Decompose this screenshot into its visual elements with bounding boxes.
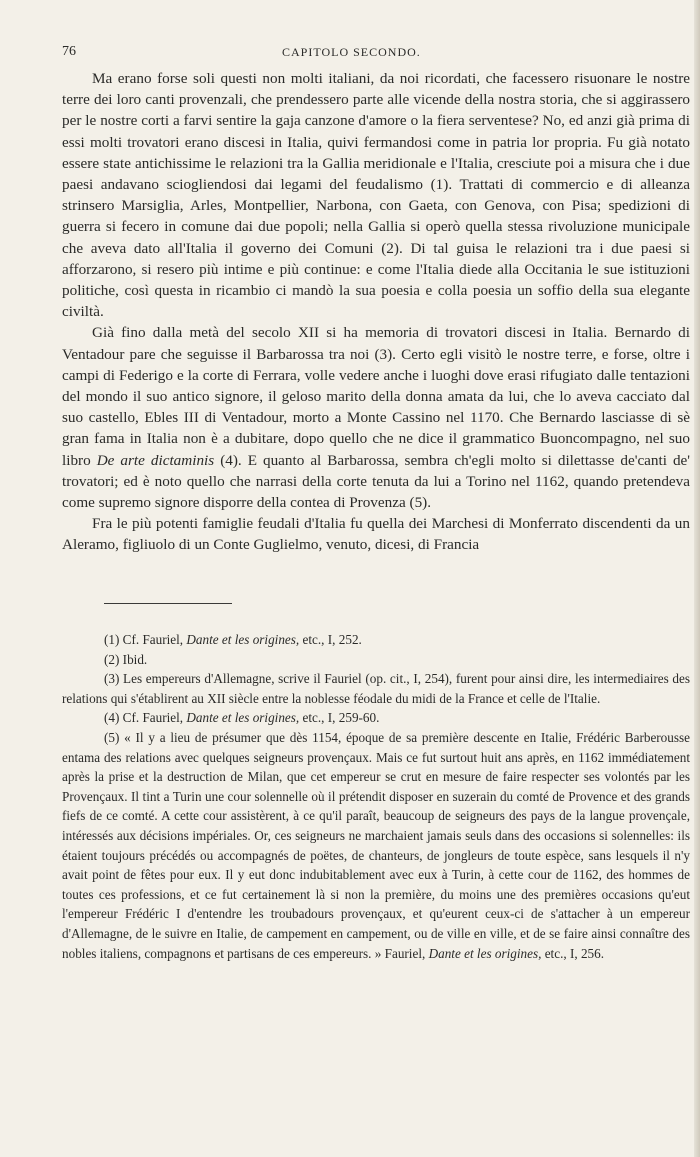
footnote-5: [62, 728, 690, 963]
footnotes: [62, 630, 690, 963]
paragraph-1: Ma erano forse soli questi non molti italiani, da noi ricordati, che facessero risuonare le nostre terre dei loro canti provenzali, che prendessero parte alle vicende della nostra storia, che si aggirassero per le nostre corti a farvi sentire la gaja canzone d'amore o la fiera serventese? No, ed anzi già prima di essi molti trovatori erano discesi in Italia, quivi fermandosi come in patria lor propria. Fu già notato essere state antichissime le relazioni tra la Gallia meridionale e l'Italia, cresciute poi a misura che i due paesi andavano sciogliendosi dai legami del feudalismo (1). Trattati di commercio e di alleanza strinsero Marsiglia, Arles, Montpellier, Narbona, con Gaeta, con Genova, con Pisa; spedizioni di guerra si fecero in comune dai due popoli; nella Gallia si operò quella stessa rivoluzione municipale che aveva dato all'Italia il governo dei Comuni (2). Di tal guisa le relazioni tra i due paesi si afforzarono, si resero più intime e più continue: e come l'Italia diede alla Occitania le sue istituzioni politiche, così questa in ricambio ci mandò la sua poesia e colla poesia un soffio della sua elegante civiltà.: [62, 70, 690, 321]
footnote-4-text: (4) Cf. Fauriel,: [104, 710, 184, 726]
footnote-5-title: Dante et les origines,: [428, 945, 542, 961]
page-number: 76: [62, 44, 76, 59]
paragraph-2-part-a: Già fino dalla metà del secolo XII si ha memoria di trovatori discesi in Italia. Bernardo di Ventadour pare che seguisse il Barbarossa tra noi (3). Certo egli visitò le nostre terre, e forse, oltre i campi di Federigo e la corte di Ferrara, volle vedere anche i luoghi dove erasi rifugiato dalle tentazioni del mondo il suo antico signore, il geloso marito della donna amata da lui, che lo aveva cacciato dal suo castello, Ebles III di Ventadour, morto a Monte Cassino nel 1170. Che Bernardo lasciasse di sè gran fama in Italia non è a dubitare, dopo quello che ne dice il grammatico Buoncompagno, nel suo libro: [62, 324, 690, 469]
footnote-4: [62, 708, 690, 728]
footnote-1-title: Dante et les origines,: [186, 632, 300, 647]
footnote-4-title: Dante et les origines,: [186, 710, 300, 726]
page-header: [62, 44, 680, 66]
running-head: CAPITOLO SECONDO.: [282, 45, 421, 59]
footnote-5-ref: etc., I, 256.: [544, 945, 605, 961]
paragraph-2: [62, 322, 690, 513]
paragraph-2-part-b: (4). E quanto al Barbarossa, sembra ch'egli molto si dilettasse de'canti de' trovatori; ed è noto quello che narrasi della corte tenuta da lui a Torino nel 1162, quando pretendeva come supremo signore disporre della contea di Provenza (5).: [62, 451, 691, 512]
footnote-separator: [104, 603, 232, 604]
footnote-3: (3) Les empereurs d'Allemagne, scrive il Fauriel (op. cit., I, 254), furent pour ainsi dire, les intermediaires des relations qui s'établirent au XII siècle entre la noblesse féodale du midi de la France et celle de l'Italie.: [62, 671, 690, 706]
footnote-2: (2) Ibid.: [104, 651, 148, 667]
book-title-de-arte-dictaminis: De arte dictaminis: [96, 451, 215, 469]
scan-page-edge: [694, 0, 700, 1157]
paragraph-3: Fra le più potenti famiglie feudali d'Italia fu quella dei Marchesi di Monferrato discendenti da un Aleramo, figliuolo di un Conte Guglielmo, venuto, dicesi, di Francia: [62, 515, 690, 554]
footnote-4-ref: etc., I, 259-60.: [302, 710, 380, 726]
footnote-1-text: (1) Cf. Fauriel,: [104, 632, 184, 647]
footnote-1-ref: etc., I, 252.: [302, 632, 362, 647]
footnote-5-text: (5) « Il y a lieu de présumer que dès 1154, époque de sa première descente en Italie, Frédéric Barberousse entama des relations avec quelques seigneurs provençaux. Mais ce fut surtout huit ans après, en 1162 immédiatement après la prise et la destruction de Milan, que cet empereur se crut en mesure de faire respecter ses volontés par les Provençaux. Il tint a Turin une cour solennelle où il prétendit disposer en suzerain du comté de Provence et des grands fiefs de ce comté. A cette cour assistèrent, à ce qu'il paraît, beaucoup de seigneurs des pays de la langue provençale, intéressés aux décisions impériales. Or, ces seigneurs ne marchaient jamais seuls dans des occasions si solennelles: ils étaient toujours précédés ou accompagnés de poëtes, de chanteurs, de jongleurs de toute espèce, sans lesquels il n'y avait point de fêtes pour eux. Il y eut donc indubitablement avec eux à Turin, à cette cour de 1162, des hommes de toutes ces professions, et ce fut certainement là si non la première, du moins une des premières occasions qu'eut l'empereur Frédéric I d'entendre les troubadours provençaux, et qu'eurent ceux-ci de s'attacher à un empereur d'Allemagne, de le suivre en Italie, de campement en campement, ou de ville en ville, et de se faire ainsi connaître des nobles italiens, compagnons et partisans de ces empereurs. » Fauriel,: [62, 729, 690, 961]
footnote-1: [62, 630, 690, 650]
main-text: [62, 68, 690, 556]
